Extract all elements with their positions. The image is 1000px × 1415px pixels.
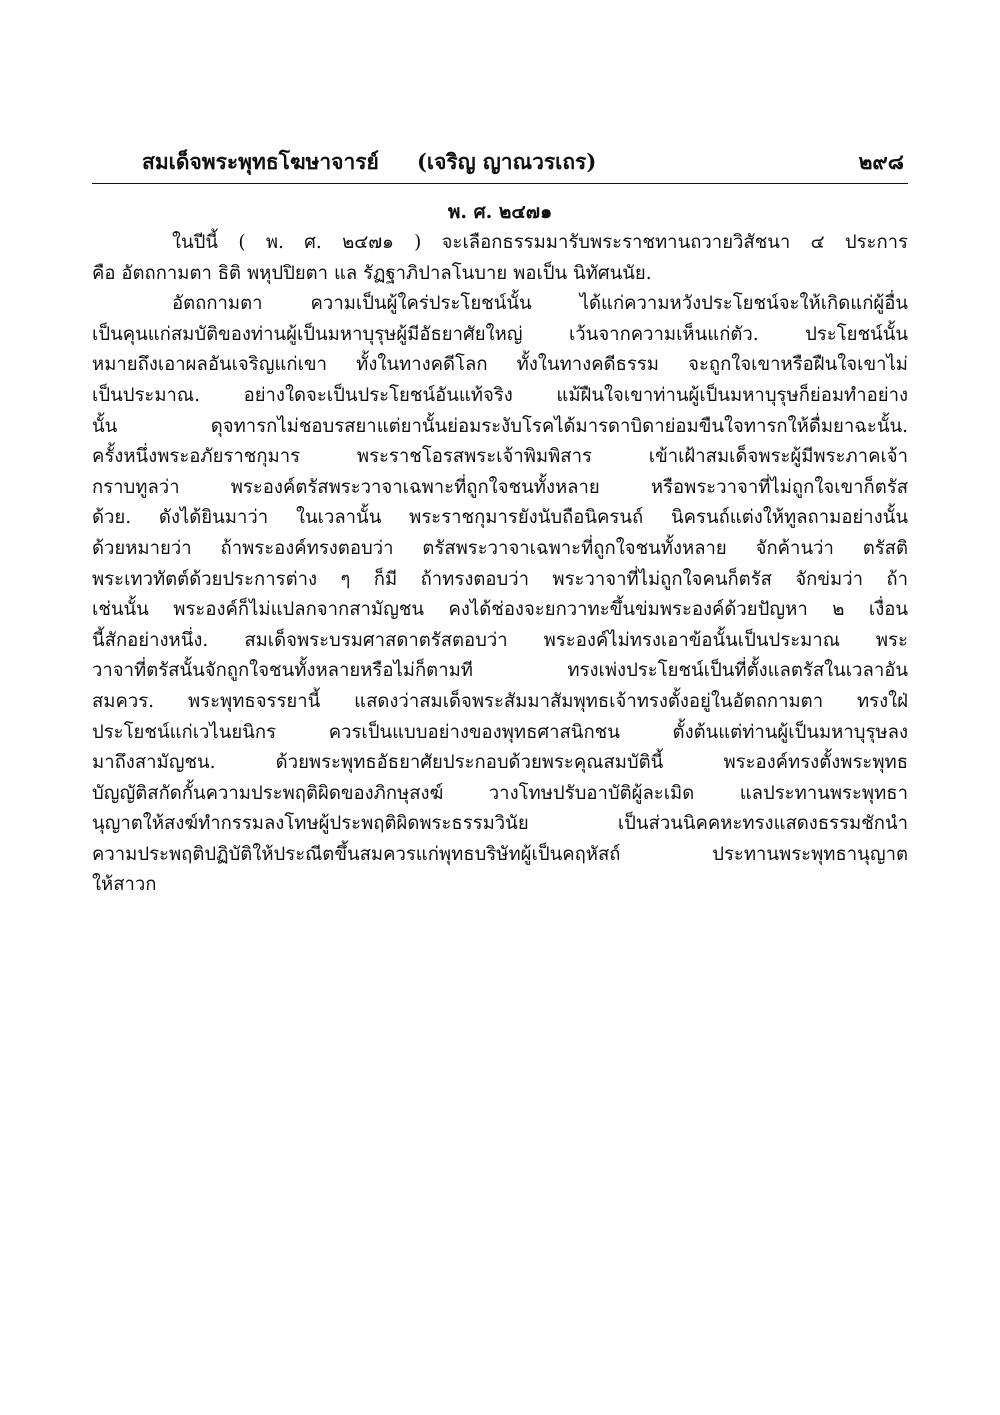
text-line: ครั้งหนึ่งพระอภัยราชกุมาร พระราชโอรสพระเจ้าพิมพิสาร เข้าเฝ้าสมเด็จพระผู้มีพระภาคเจ้า <box>92 446 908 468</box>
text-line: ความประพฤติปฏิบัติให้ประณีตขึ้นสมควรแก่พุทธบริษัทผู้เป็นคฤหัสถ์ ประทานพระพุทธานุญาต <box>92 843 908 865</box>
body-text <box>92 228 908 901</box>
page-number: ๒๙๘ <box>858 149 904 174</box>
text-line: อัตถกามตา ความเป็นผู้ใคร่ประโยชน์นั้น ได้แก่ความหวังประโยชน์จะให้เกิดแก่ผู้อื่น <box>172 293 908 315</box>
text-line: ในปีนี้ ( พ. ศ. ๒๔๗๑ ) จะเลือกธรรมมารับพระราชทานถวายวิสัชนา ๔ ประการ <box>172 232 908 253</box>
text-line: คือ อัตถกามตา ธิติ พหุปปิยตา แล รัฏฐาภิปาลโนบาย พอเป็น นิทัศนนัย. <box>92 262 652 284</box>
text-line: พระเทวทัตต์ด้วยประการต่าง ๆ ก็มี ถ้าทรงตอบว่า พระวาจาที่ไม่ถูกใจคนก็ตรัส จักข่มว่า ถ้า <box>92 568 908 590</box>
page-header <box>92 146 908 186</box>
text-line: กราบทูลว่า พระองค์ตรัสพระวาจาเฉพาะที่ถูกใจชนทั้งหลาย หรือพระวาจาที่ไม่ถูกใจเขาก็ตรัส <box>92 476 908 498</box>
text-line: เช่นนั้น พระองค์ก็ไม่แปลกจากสามัญชน คงได้ช่องจะยกวาทะขึ้นข่มพระองค์ด้วยปัญหา ๒ เงื่อน <box>92 599 908 621</box>
text-line: ด้วย. ดังได้ยินมาว่า ในเวลานั้น พระราชกุมารยังนับถือนิครนถ์ นิครนถ์แต่งให้ทูลถามอย่างนั้น <box>92 507 908 529</box>
text-line: เป็นคุนแก่สมบัติของท่านผู้เป็นมหาบุรุษผู้มีอัธยาศัยใหญ่ เว้นจากความเห็นแก่ตัว. ประโยชน์นั้น <box>92 323 908 345</box>
text-line: นุญาตให้สงฆ์ทำกรรมลงโทษผู้ประพฤติผิดพระธรรมวินัย เป็นส่วนนิคคหะทรงแสดงธรรมชักนำ <box>92 813 908 835</box>
text-line: นี้สักอย่างหนึ่ง. สมเด็จพระบรมศาสดาตรัสตอบว่า พระองค์ไม่ทรงเอาข้อนั้นเป็นประมาณ พระ <box>92 629 908 651</box>
text-line: หมายถึงเอาผลอันเจริญแก่เขา ทั้งในทางคดีโลก ทั้งในทางคดีธรรม จะถูกใจเขาหรือฝืนใจเขาไม่ <box>92 354 908 376</box>
text-line: สมควร. พระพุทธจรรยานี้ แสดงว่าสมเด็จพระสัมมาสัมพุทธเจ้าทรงตั้งอยู่ในอัตถกามตา ทรงใฝ่ <box>92 690 908 712</box>
text-line: ให้สาวก <box>92 874 157 896</box>
text-line: เป็นประมาณ. อย่างใดจะเป็นประโยชน์อันแท้จริง แม้ฝืนใจเขาท่านผู้เป็นมหาบุรุษก็ย่อมทำอย่าง <box>92 384 908 406</box>
text-line: บัญญัติสกัดกั้นความประพฤติผิดของภิกษุสงฆ์ วางโทษปรับอาบัติผู้ละเมิด แลประทานพระพุทธา <box>92 782 908 804</box>
header-author: สมเด็จพระพุทธโฆษาจารย์ <box>142 149 379 174</box>
header-name: (เจริญ ญาณวรเถร) <box>417 149 597 174</box>
header-rule <box>92 183 908 184</box>
text-line: มาถึงสามัญชน. ด้วยพระพุทธอัธยาศัยประกอบด้วยพระคุณสมบัตินี้ พระองค์ทรงตั้งพระพุทธ <box>92 752 908 774</box>
text-line: ด้วยหมายว่า ถ้าพระองค์ทรงตอบว่า ตรัสพระวาจาเฉพาะที่ถูกใจชนทั้งหลาย จักค้านว่า ตรัสติ <box>92 537 908 559</box>
year-heading: พ. ศ. ๒๔๗๑ <box>447 201 553 223</box>
text-line: ประโยชน์แก่เวไนยนิกร ควรเป็นแบบอย่างของพุทธศาสนิกชน ตั้งต้นแต่ท่านผู้เป็นมหาบุรุษลง <box>92 721 908 743</box>
text-line: นั้น ดุจทารกไม่ชอบรสยาแต่ยานั้นย่อมระงับโรคได้มารดาบิดาย่อมขืนใจทารกให้ดื่มยาฉะนั้น. <box>92 415 908 437</box>
text-line: วาจาที่ตรัสนั้นจักถูกใจชนทั้งหลายหรือไม่ก็ตามที ทรงเพ่งประโยชน์เป็นที่ตั้งแลตรัสในเวลาอัน <box>92 660 908 682</box>
